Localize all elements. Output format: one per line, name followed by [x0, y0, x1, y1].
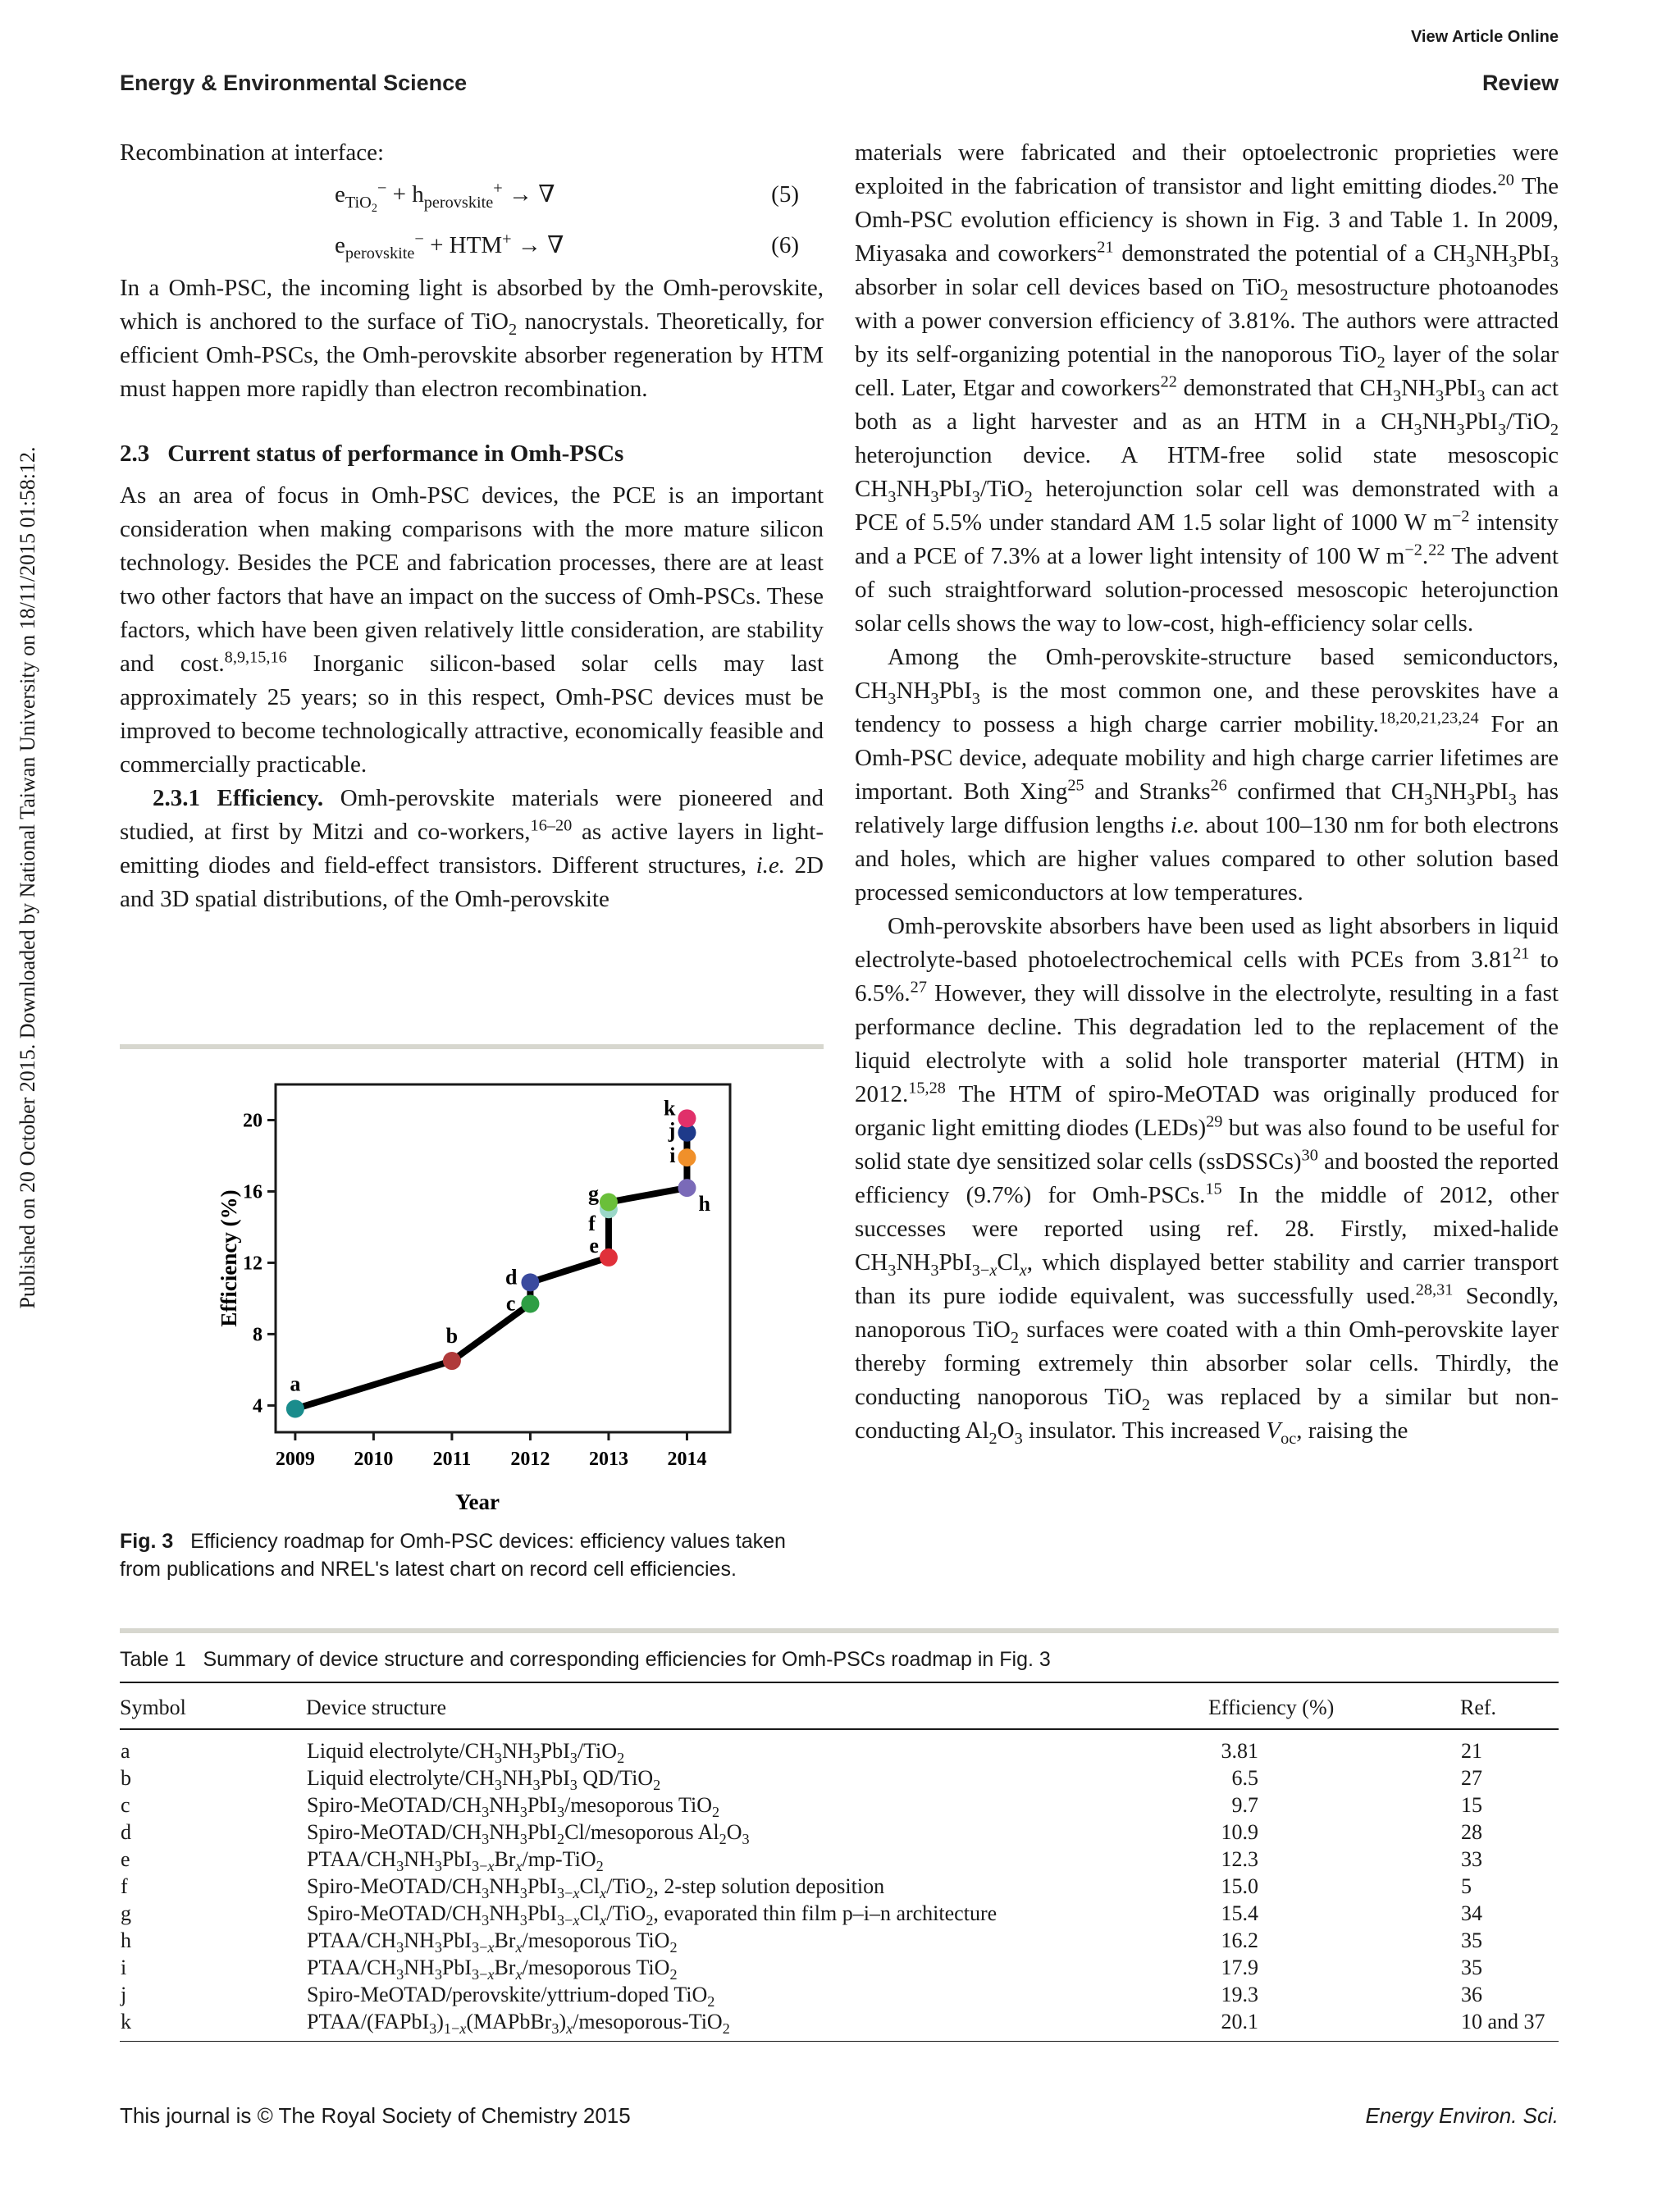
paragraph: As an area of focus in Omh-PSC devices, the PCE is an important consideration when making comparisons with the more mature silicon technology. Besides the PCE and fabrication processes, there are at least two other factors that have an impact on the success of Omh-PSCs. These factors, which have been given relatively little consideration, are stability and cost.$^{8,9,15,16}$ Inorganic silicon-based solar cells may last approximately 25 years; so in this respect, Omh-PSC devices must be improved to become technologically attractive, economically feasible and commercially practicable. [120, 482, 824, 778]
journal-name: Energy & Environmental Science [120, 71, 468, 95]
data-point-label: f [588, 1212, 596, 1236]
cell-efficiency: 15.0 [1221, 1874, 1258, 1898]
header-symbol: Symbol [120, 1682, 306, 1729]
cell-efficiency: 10.9 [1221, 1820, 1258, 1844]
data-point-label: g [587, 1181, 599, 1206]
data-point-label: c [505, 1291, 516, 1316]
equation-number: (5) [771, 181, 799, 208]
cell-structure: PTAA/$(FAPbI_3)_{1-x}(MAPbBr_3)_x/mesoporous-TiO_2$ [306, 2008, 1208, 2042]
subsection-heading: 2.3.1 Efficiency. [153, 785, 324, 811]
paragraph: Among the Omh-perovskite-structure based semiconductors, $CH_3NH_3PbI_3$ is the most common one, and these perovskites have a tendency to possess a high charge carrier mobility.$^{18,20,21,23,24}$ For an Omh-PSC device, adequate mobility and high charge carrier lifetimes are important. Both Xing$^{25}$ and Stranks$^{26}$ confirmed that $CH_3NH_3PbI_3$ has relatively large diffusion lengths i.e. about 100–130 nm for both electrons and holes, which are higher values compared to other solution based processed semiconductors at low temperatures. [855, 644, 1559, 906]
paragraph: 2.3.1 Efficiency. Omh-perovskite materials were pioneered and studied, at first by Mitzi and co-workers,$^{16-20}$ as active layers in light-emitting diodes and field-effect transistors. Different structures, i.e. 2D and 3D spatial distributions, of the Omh-perovskite [120, 785, 824, 912]
footer-copyright: This journal is © The Royal Society of Chemistry 2015 [120, 2103, 631, 2128]
paragraph: Omh-perovskite absorbers have been used as light absorbers in liquid electrolyte-based photoelectrochemical cells with PCEs from 3.81$^{21}$ to 6.5%.$^{27}$ However, they will dissolve in the electrolyte, resulting in a fast performance decline. This degradation led to the replacement of the liquid electrolyte with a solid hole transporter material (HTM) in 2012.$^{15,28}$ The HTM of spiro-MeOTAD was originally produced for organic light emitting diodes (LEDs)$^{29}$ but was also found to be useful for solid state dye sensitized solar cells (ssDSSCs)$^{30}$ and boosted the reported efficiency (9.7%) for Omh-PSCs.$^{15}$ In the middle of 2012, other successes were reported using ref. 28. Firstly, mixed-halide $CH_3NH_3PbI_{3-x}Cl_x$, which displayed better stability and carrier transport than its pure iodide equivalent, was successfully used.$^{28,31}$ Secondly, nanoporous TiO$_2$ surfaces were coated with a thin Omh-perovskite layer thereby forming extremely thin absorber solar cells. Thirdly, the conducting nanoporous TiO$_2$ was replaced by a similar but non-conducting $Al_2O_3$ insulator. This increased $V_{oc}$, raising the [855, 913, 1559, 1448]
data-points [286, 1096, 711, 1417]
data-point-b [443, 1352, 461, 1370]
table-top-rule [120, 1628, 1559, 1633]
cell-efficiency: 17.9 [1221, 1956, 1258, 1979]
left-column [120, 136, 824, 916]
cell-ref: 33 [1461, 1847, 1482, 1871]
data-point-h [678, 1179, 696, 1197]
data-point-label: i [669, 1143, 676, 1168]
table-caption: Table 1 Summary of device structure and corresponding efficiencies for Omh-PSCs roadmap in Fig. 3 [120, 1648, 1051, 1671]
table-row [120, 1764, 1559, 1791]
cell-structure: Spiro-$MeOTAD/CH_3NH_3PbI_3$/mesoporous TiO$_2$ [307, 1793, 720, 1821]
cell-ref: 15 [1461, 1793, 1482, 1817]
table-row [120, 1981, 1559, 2008]
table-row [120, 1846, 1559, 1873]
x-tick-label: 2010 [354, 1449, 394, 1470]
y-tick-label: 8 [253, 1324, 262, 1346]
equation-6: $e_{perovskite}^- + HTM^+$ → ∇ (6) [335, 230, 799, 262]
cell-efficiency: 20.1 [1208, 2008, 1460, 2042]
cell-symbol: h [121, 1928, 131, 1952]
x-tick-label: 2011 [432, 1449, 472, 1470]
x-tick-label: 2013 [588, 1449, 628, 1470]
plot-frame [276, 1084, 730, 1432]
data-point-g [600, 1194, 618, 1212]
data-point-label: j [668, 1118, 676, 1143]
data-point-c [521, 1294, 539, 1312]
data-point-label: e [589, 1233, 599, 1257]
paragraph: materials were fabricated and their optoelectronic proprieties were exploited in the fabrication of transistor and light emitting diodes.$^{20}$ The Omh-PSC evolution efficiency is shown in Fig. 3 and Table 1. In 2009, Miyasaka and coworkers$^{21}$ demonstrated the potential of a $CH_3NH_3PbI_3$ absorber in solar cell devices based on TiO$_2$ mesostructure photoanodes with a power conversion efficiency of 3.81%. The authors were attracted by its self-organizing potential in the nanoporous TiO$_2$ layer of the solar cell. Later, Etgar and coworkers$^{22}$ demonstrated that $CH_3NH_3PbI_3$ can act both as a light harvester and as an HTM in a $CH_3NH_3PbI_3/TiO_2$ heterojunction device. A HTM-free solid state mesoscopic $CH_3NH_3PbI_3/TiO_2$ heterojunction solar cell was demonstrated with a PCE of 5.5% under standard AM 1.5 solar light of 1000 W $m^{-2}$ intensity and a PCE of 7.3% at a lower light intensity of 100 W $m^{-2}.^{22}$ The advent of such straightforward solution-processed mesoscopic heterojunction solar cells shows the way to low-cost, high-efficiency solar cells. [855, 139, 1559, 637]
publication-side-note: Published on 20 October 2015. Downloaded by National Taiwan University on 18/11/2015 01:58:12. [16, 446, 39, 1309]
y-axis-label: Efficiency (%) [217, 1189, 241, 1327]
cell-structure: Spiro-$MeOTAD/CH_3NH_3PbI_{3-x}Cl_x/TiO_2$, evaporated thin film p–i–n architecture [307, 1901, 998, 1929]
table-row [120, 1729, 1559, 1764]
cell-efficiency: 19.3 [1221, 1983, 1258, 2006]
x-tick-label: 2012 [510, 1449, 550, 1470]
data-point-e [600, 1248, 618, 1267]
data-point-d [521, 1273, 539, 1291]
y-tick-label: 20 [243, 1110, 262, 1132]
cell-structure: Spiro-$MeOTAD/CH_3NH_3PbI_{3-x}Cl_x/TiO_2$, 2-step solution deposition [307, 1874, 885, 1902]
data-point-a [286, 1400, 304, 1418]
cell-symbol: k [120, 2008, 306, 2042]
cell-efficiency: 9.7 [1231, 1793, 1258, 1817]
cell-efficiency: 15.4 [1221, 1901, 1258, 1925]
y-axis [243, 1110, 276, 1417]
data-point-label: h [698, 1192, 710, 1216]
cell-structure: Liquid electrolyte/$CH_3NH_3PbI_3$ QD/TiO$_2$ [307, 1766, 661, 1794]
cell-structure: Spiro-MeOTAD/perovskite/yttrium-doped TiO$_2$ [307, 1983, 715, 2011]
equation-5: $e_{TiO_2}^- + h_{perovskite}^+$ → ∇ (5) [335, 179, 799, 215]
y-tick-label: 16 [243, 1181, 262, 1203]
cell-structure: PTAA/$CH_3NH_3PbI_{3-x}Br_x$/mesoporous TiO$_2$ [307, 1956, 678, 1983]
table-row [120, 2008, 1559, 2042]
data-point-label: b [445, 1324, 459, 1349]
right-column [855, 136, 1559, 1448]
table-row [120, 1900, 1559, 1927]
cell-efficiency: 6.5 [1231, 1766, 1258, 1790]
cell-structure: Spiro-$MeOTAD/CH_3NH_3PbI_2Cl$/mesoporous $Al_2O_3$ [307, 1820, 750, 1848]
cell-symbol: f [121, 1874, 128, 1898]
table-row [120, 1873, 1559, 1900]
table-row [120, 1954, 1559, 1981]
cell-efficiency: 3.81 [1221, 1739, 1258, 1763]
header-structure: Device structure [306, 1682, 1208, 1729]
data-point-label: k [663, 1096, 676, 1121]
y-tick-label: 12 [243, 1253, 262, 1275]
x-axis-label: Year [455, 1490, 500, 1514]
section-heading: 2.3 Current status of performance in Omh-PSCs [120, 440, 624, 467]
x-axis [276, 1432, 707, 1470]
cell-efficiency: 16.2 [1221, 1928, 1258, 1952]
footer-journal-abbrev: Energy Environ. Sci. [1365, 2103, 1559, 2128]
data-point-label: a [290, 1372, 301, 1396]
paragraph: In a Omh-PSC, the incoming light is absorbed by the Omh-perovskite, which is anchored to the surface of TiO$_2$ nanocrystals. Theoretically, for efficient Omh-PSCs, the Omh-perovskite absorber regeneration by HTM must happen more rapidly than electron recombination. [120, 275, 824, 402]
cell-ref: 10 and 37 [1460, 2008, 1559, 2042]
table-row [120, 1819, 1559, 1846]
efficiency-series-line [295, 1118, 687, 1408]
cell-ref: 35 [1461, 1928, 1482, 1952]
cell-symbol: d [121, 1820, 131, 1844]
table-header-row [120, 1682, 1559, 1729]
recombination-title: Recombination at interface: [120, 139, 385, 166]
cell-ref: 27 [1461, 1766, 1482, 1790]
cell-efficiency: 12.3 [1221, 1847, 1258, 1871]
cell-symbol: a [121, 1739, 130, 1763]
table-row [120, 1927, 1559, 1954]
x-tick-label: 2014 [667, 1449, 707, 1470]
section-label: Review [1481, 71, 1559, 95]
cell-symbol: j [121, 1983, 127, 2006]
y-tick-label: 4 [253, 1395, 262, 1417]
cell-structure: PTAA/$CH_3NH_3PbI_{3-x}Br_x/mp-TiO_2$ [307, 1847, 604, 1875]
cell-structure: Liquid electrolyte/$CH_3NH_3PbI_3/TiO_2$ [307, 1739, 625, 1767]
figure-caption: Fig. 3 Efficiency roadmap for Omh-PSC devices: efficiency values taken from publications and NREL's latest chart on record cell efficiencies. [120, 1530, 786, 1581]
cell-ref: 34 [1461, 1901, 1482, 1925]
cell-symbol: e [121, 1847, 130, 1871]
cell-symbol: b [121, 1766, 131, 1790]
data-point-i [678, 1148, 696, 1166]
cell-symbol: g [121, 1901, 131, 1925]
x-tick-label: 2009 [275, 1449, 315, 1470]
data-point-label: d [504, 1265, 518, 1289]
cell-symbol: c [121, 1793, 130, 1817]
device-table [120, 1682, 1559, 2042]
cell-structure: PTAA/$CH_3NH_3PbI_{3-x}Br_x$/mesoporous TiO$_2$ [307, 1928, 678, 1956]
header-ref: Ref. [1460, 1682, 1559, 1729]
table-row [120, 1791, 1559, 1819]
efficiency-roadmap-chart [197, 1066, 755, 1526]
data-point-k [678, 1109, 696, 1127]
cell-ref: 5 [1461, 1874, 1472, 1898]
table-1 [120, 1628, 1559, 2042]
view-article-online-link[interactable]: View Article Online [1410, 28, 1559, 46]
figure-top-rule [120, 1044, 824, 1049]
header-efficiency: Efficiency (%) [1208, 1682, 1460, 1729]
cell-ref: 36 [1461, 1983, 1482, 2006]
cell-ref: 28 [1461, 1820, 1482, 1844]
cell-symbol: i [121, 1956, 127, 1979]
equation-number: (6) [771, 232, 799, 258]
cell-ref: 35 [1461, 1956, 1482, 1979]
cell-ref: 21 [1461, 1739, 1482, 1763]
